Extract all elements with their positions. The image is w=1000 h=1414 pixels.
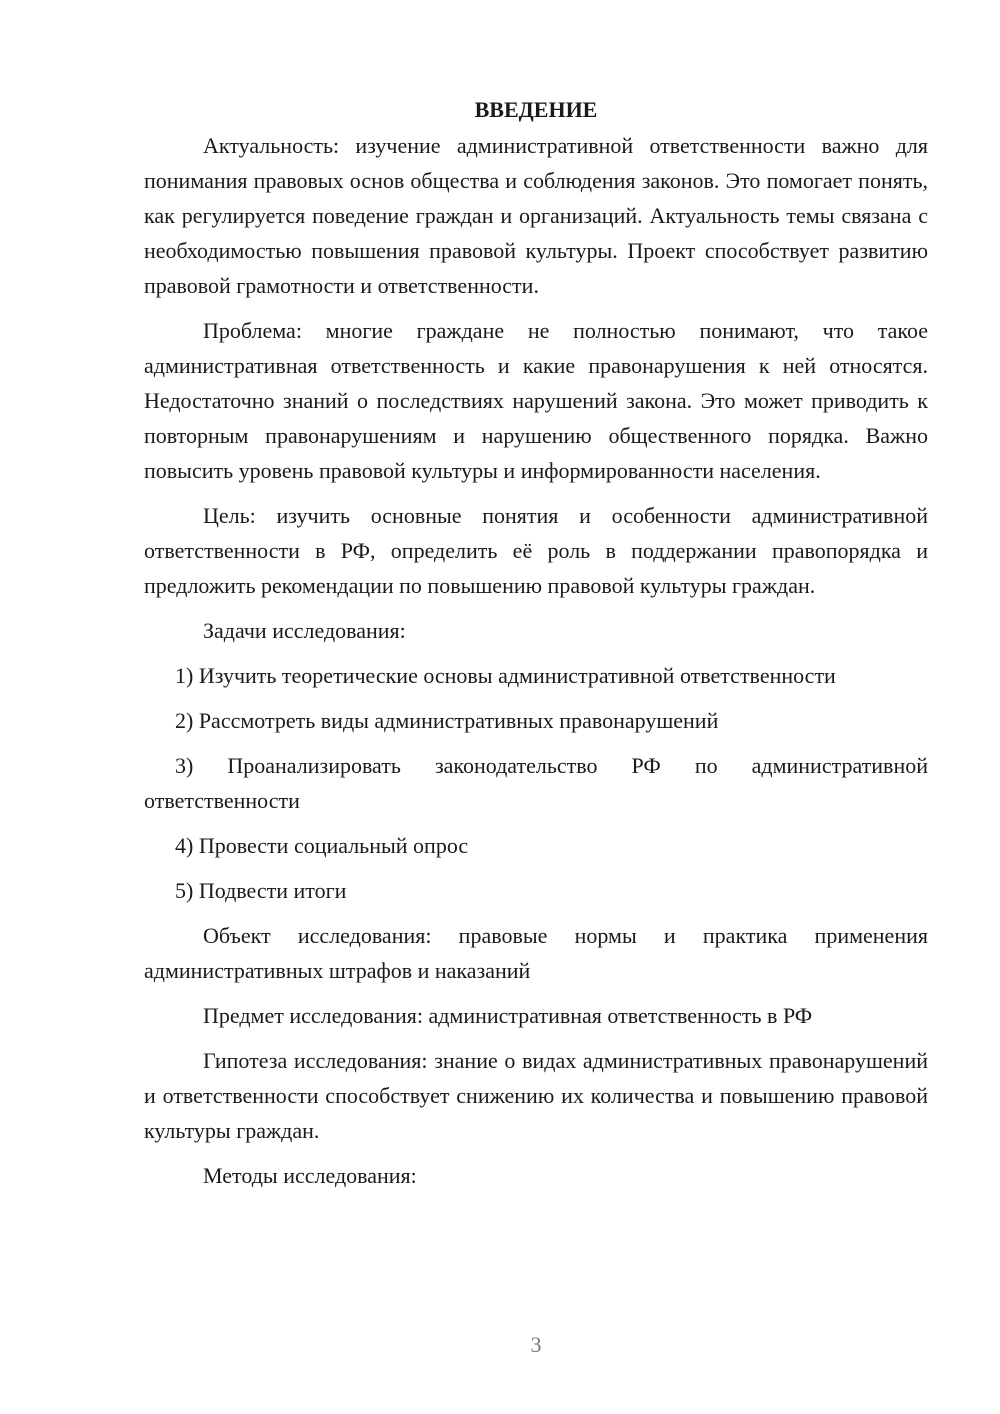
- paragraph-subject: Предмет исследования: административная ответственность в РФ: [203, 1003, 813, 1028]
- paragraph-relevance: Актуальность: изучение административной ответственности важно для понимания правовых основ общества и соблюдения законов. Это помогает понять, как регулируется поведение граждан и организаций. Актуальность темы связана с необходимостью повышения правовой культуры. Проект способствует развитию правовой грамотности и ответственности.: [144, 133, 928, 298]
- task-item-5: 5) Подвести итоги: [175, 878, 347, 903]
- page-number: 3: [530, 1332, 542, 1357]
- paragraph-methods: Методы исследования:: [203, 1163, 417, 1188]
- paragraph-object: Объект исследования: правовые нормы и практика применения административных штрафов и наказаний: [144, 923, 928, 983]
- section-heading: ВВЕДЕНИЕ: [474, 97, 598, 122]
- paragraph-goal: Цель: изучить основные понятия и особенности административной ответственности в РФ, определить её роль в поддержании правопорядка и предложить рекомендации по повышению правовой культуры граждан.: [144, 503, 928, 598]
- document-body: [144, 92, 928, 1203]
- paragraph-tasks-heading: Задачи исследования:: [203, 618, 406, 643]
- task-item-1: 1) Изучить теоретические основы административной ответственности: [175, 663, 836, 688]
- paragraph-hypothesis: Гипотеза исследования: знание о видах административных правонарушений и ответственности способствует снижению их количества и повышению правовой культуры граждан.: [144, 1048, 928, 1143]
- task-item-2: 2) Рассмотреть виды административных правонарушений: [175, 708, 719, 733]
- task-item-3: 3) Проанализировать законодательство РФ по административной ответственности: [144, 753, 928, 813]
- paragraph-problem: Проблема: многие граждане не полностью понимают, что такое административная ответственность и какие правонарушения к ней относятся. Недостаточно знаний о последствиях нарушений закона. Это может приводить к повторным правонарушениям и нарушению общественного порядка. Важно повысить уровень правовой культуры и информированности населения.: [144, 318, 928, 483]
- task-item-4: 4) Провести социальный опрос: [175, 833, 469, 858]
